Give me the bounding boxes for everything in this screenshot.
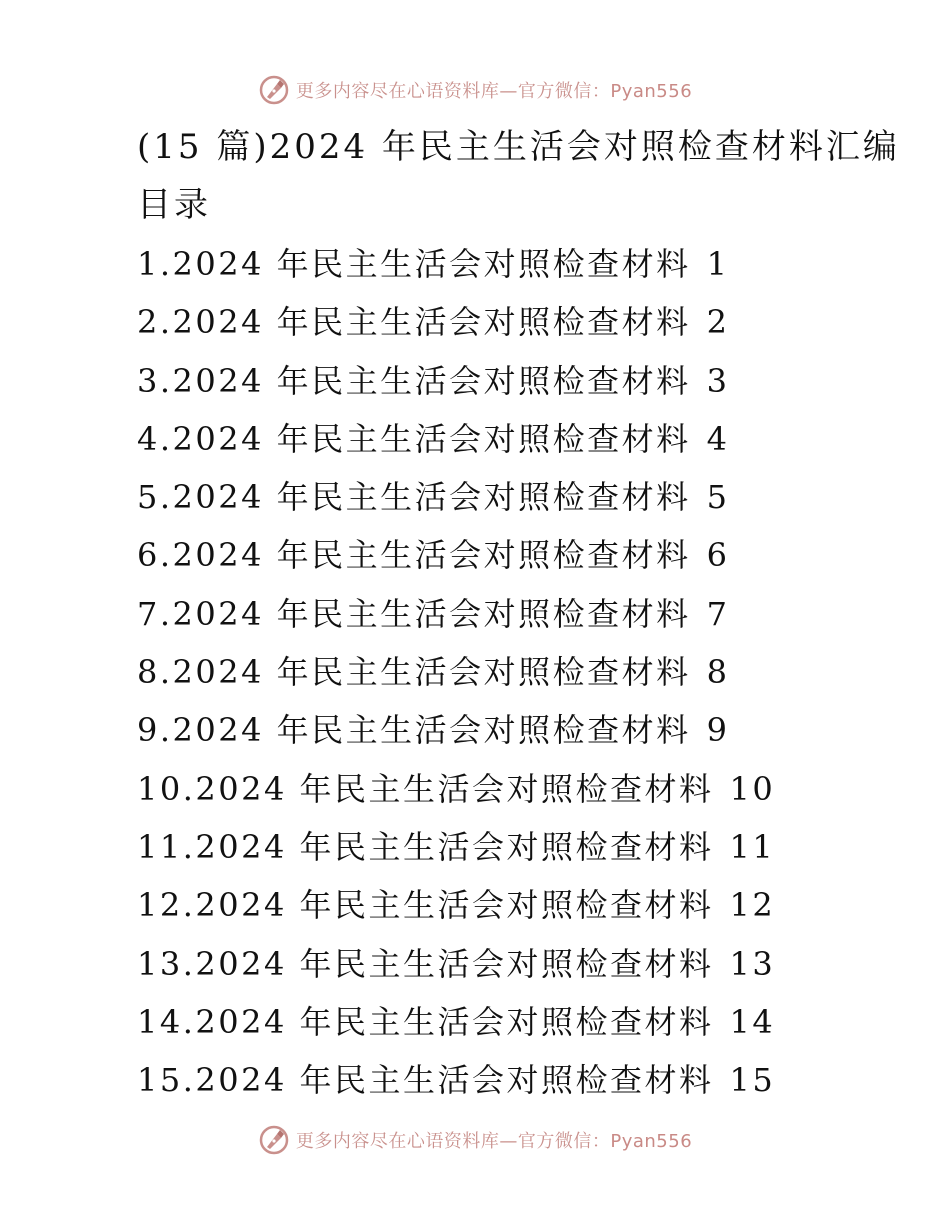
toc-item-label: 9.2024 年民主生活会对照检查材料 [137,711,691,750]
toc-item[interactable] [137,648,775,706]
toc-item-page: 4 [706,419,730,458]
toc-item-label: 5.2024 年民主生活会对照检查材料 [137,478,691,517]
toc-item[interactable] [137,357,775,415]
toc-item-page: 12 [729,886,776,925]
toc-item[interactable] [137,998,775,1056]
watermark-text [296,77,692,103]
toc-heading: 目录 [137,185,211,225]
toc-item-label: 8.2024 年民主生活会对照检查材料 [137,653,691,692]
toc-item[interactable] [137,473,775,531]
footer-watermark-banner [0,1120,950,1160]
toc-item[interactable] [137,706,775,764]
toc-item-label: 11.2024 年民主生活会对照检查材料 [137,827,714,866]
toc-item[interactable] [137,415,775,473]
toc-item-page: 6 [706,536,730,575]
toc-item-label: 10.2024 年民主生活会对照检查材料 [137,769,714,808]
toc-item[interactable] [137,298,775,356]
toc-item[interactable] [137,881,775,939]
watermark-text [296,1127,692,1153]
wechat-id: Pyan556 [610,81,693,102]
toc-item-page: 1 [706,245,730,283]
toc-item-page: 3 [706,361,730,400]
toc-item[interactable] [137,1056,775,1114]
toc-item-page: 15 [729,1061,776,1100]
pen-nib-logo-icon [258,1124,290,1156]
toc-item[interactable] [137,590,775,648]
toc-item[interactable] [137,823,775,881]
toc-item[interactable] [137,940,775,998]
toc-item[interactable] [137,765,775,823]
toc-item-label: 4.2024 年民主生活会对照检查材料 [137,419,691,458]
toc-item-label: 6.2024 年民主生活会对照检查材料 [137,536,691,575]
toc-item-page: 14 [729,1002,776,1041]
header-watermark-banner [0,70,950,110]
toc-item-page: 11 [729,827,776,866]
toc-item-label: 14.2024 年民主生活会对照检查材料 [137,1002,714,1041]
toc-item-page: 10 [729,769,776,808]
toc-item-page: 13 [729,944,776,983]
toc-item-label: 1.2024 年民主生活会对照检查材料 [137,245,691,283]
wechat-id: Pyan556 [610,1131,693,1152]
toc-item-label: 12.2024 年民主生活会对照检查材料 [137,886,714,925]
toc-list [137,240,775,1114]
toc-item-page: 5 [706,478,730,517]
toc-item-page: 7 [706,594,730,633]
toc-item-page: 2 [706,303,730,342]
toc-item-label: 7.2024 年民主生活会对照检查材料 [137,594,691,633]
pen-nib-logo-icon [258,74,290,106]
toc-item[interactable] [137,240,775,298]
document-title: (15 篇)2024 年民主生活会对照检查材料汇编 [137,127,900,167]
toc-item-label: 2.2024 年民主生活会对照检查材料 [137,303,691,342]
toc-item[interactable] [137,531,775,589]
watermark-slogan: 更多内容尽在心语资料库—官方微信： [295,81,611,102]
toc-item-page: 8 [706,653,730,692]
toc-item-label: 13.2024 年民主生活会对照检查材料 [137,944,714,983]
toc-item-page: 9 [706,711,730,750]
toc-item-label: 15.2024 年民主生活会对照检查材料 [137,1061,714,1100]
toc-item-label: 3.2024 年民主生活会对照检查材料 [137,361,691,400]
watermark-slogan: 更多内容尽在心语资料库—官方微信： [295,1131,611,1152]
